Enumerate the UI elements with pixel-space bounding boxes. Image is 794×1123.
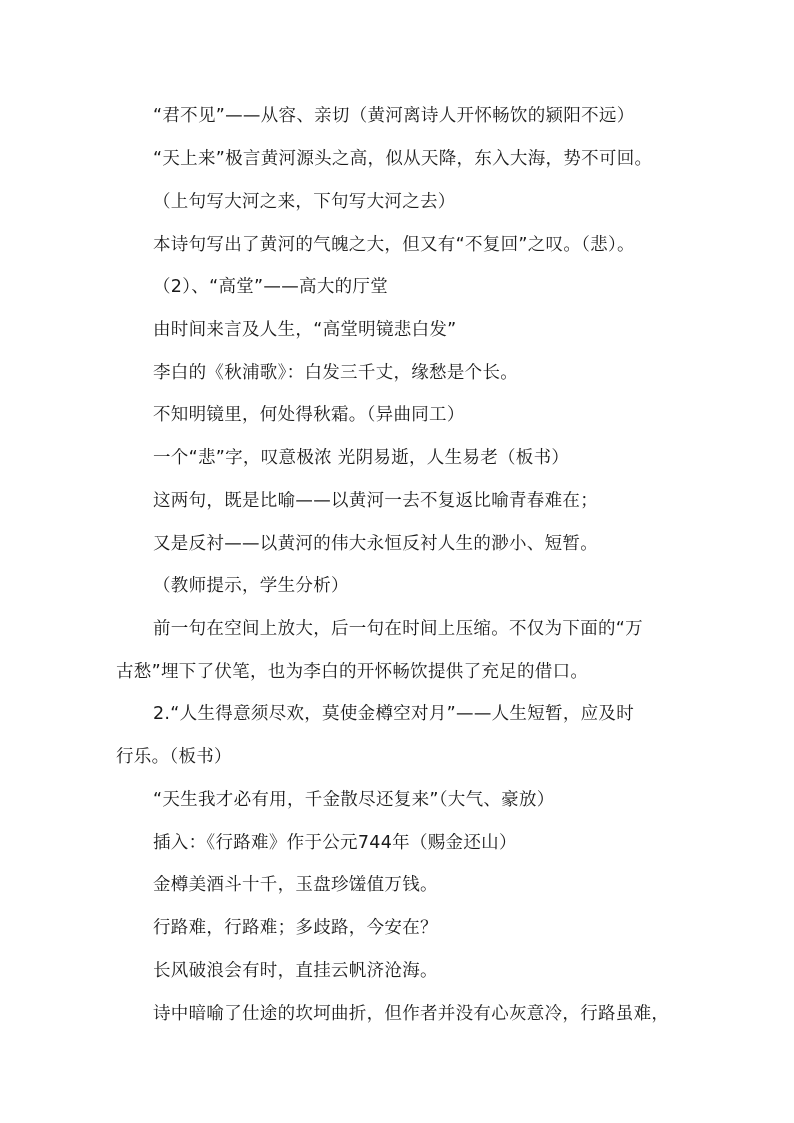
text-line: 插入：《行路难》作于公元744年（赐金还山）	[153, 833, 517, 853]
text-line: 一个“悲”字，叹意极浓 光阴易逝，人生易老（板书）	[153, 448, 570, 468]
text-line: 金樽美酒斗十千，玉盘珍馐值万钱。	[153, 875, 438, 895]
text-line: 古愁”埋下了伏笔，也为李白的开怀畅饮提供了充足的借口。	[116, 662, 589, 682]
text-line: “天生我才必有用，千金散尽还复来”（大气、豪放）	[153, 790, 555, 810]
text-line: 又是反衬——以黄河的伟大永恒反衬人生的渺小、短暂。	[153, 534, 598, 554]
text-line: 行路难，行路难；多歧路，今安在？	[153, 918, 438, 938]
text-line: 2.“人生得意须尽欢，莫使金樽空对月”——人生短暂，应及时	[153, 704, 635, 724]
text-line: 由时间来言及人生，“高堂明镜悲白发”	[153, 320, 457, 340]
text-line: 李白的《秋浦歌》：白发三千丈，缘愁是个长。	[153, 363, 519, 383]
text-line: 诗中暗喻了仕途的坎坷曲折，但作者并没有心灰意冷，行路虽难，	[153, 1004, 670, 1024]
text-line: （教师提示，学生分析）	[153, 576, 349, 596]
text-line: 本诗句写出了黄河的气魄之大，但又有“不复回”之叹。（悲）。	[153, 235, 635, 255]
text-line: 长风破浪会有时，直挂云帆济沧海。	[153, 961, 438, 981]
text-line: “天上来”极言黄河源头之高，似从天降，东入大海，势不可回。	[153, 149, 653, 169]
text-line: 不知明镜里，何处得秋霜。（异曲同工）	[153, 405, 465, 425]
text-line: “君不见”——从容、亲切（黄河离诗人开怀畅饮的颍阳不远）	[153, 106, 635, 126]
text-line: 这两句，既是比喻——以黄河一去不复返比喻青春难在；	[153, 491, 598, 511]
text-line: （2）、“高堂”——高大的厅堂	[153, 277, 389, 297]
text-line: （上句写大河之来，下句写大河之去）	[153, 192, 456, 212]
text-line: 行乐。（板书）	[116, 747, 232, 767]
text-line: 前一句在空间上放大，后一句在时间上压缩。不仅为下面的“万	[153, 619, 643, 639]
